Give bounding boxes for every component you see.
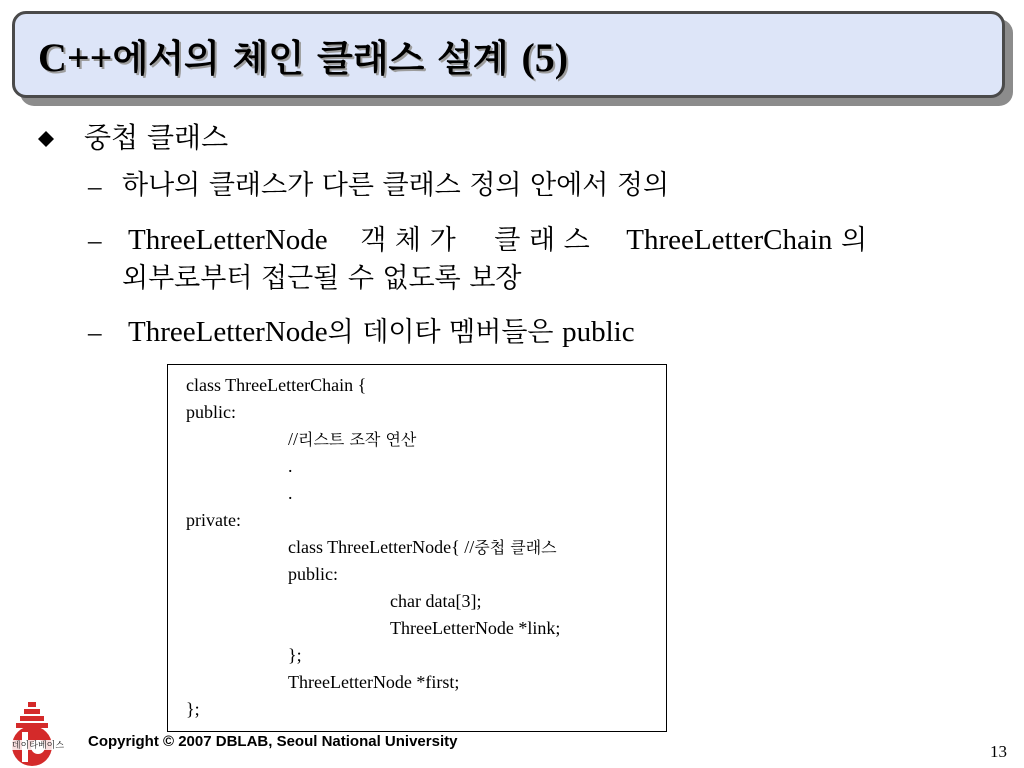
copyright-text: Copyright © 2007 DBLAB, Seoul National University — [88, 733, 458, 750]
code-line-7 — [288, 534, 557, 561]
code-line-4: . — [288, 456, 293, 476]
slide-title — [38, 33, 568, 83]
diamond-bullet-icon — [38, 131, 54, 147]
code-line-11: }; — [288, 645, 302, 665]
dash-bullet-2: – — [88, 225, 102, 255]
dash-bullet-1: – — [88, 171, 102, 201]
sub-bullet-2-line-2: 외부로부터 접근될 수 없도록 보장 — [122, 263, 522, 294]
code-nested-class-comment: 중첩 클래스 — [474, 538, 557, 557]
code-line-12: ThreeLetterNode *first; — [288, 672, 460, 692]
title-latin: C++ — [38, 35, 113, 80]
code-line-1: class ThreeLetterChain { — [186, 375, 367, 395]
title-suffix: (5) — [521, 35, 569, 80]
bullet-nested-class: 중첩 클래스 — [84, 121, 229, 154]
sub2-particle: 의 — [841, 225, 868, 256]
code-nested-class-decl: class ThreeLetterNode{ // — [288, 537, 475, 557]
code-listing-box — [167, 364, 667, 732]
sub2-class-node: ThreeLetterNode — [128, 224, 328, 256]
sub2-class-chain: ThreeLetterChain — [626, 224, 833, 256]
sub2-object: 객 체 가 — [360, 225, 456, 256]
code-line-13: }; — [186, 699, 200, 719]
code-line-2: public: — [186, 402, 236, 422]
code-line-5: . — [288, 483, 293, 503]
dblab-logo — [0, 700, 78, 768]
dash-bullet-3: – — [88, 317, 102, 347]
code-line-10: ThreeLetterNode *link; — [390, 618, 561, 638]
page-number: 13 — [990, 742, 1007, 761]
sub-bullet-3 — [128, 312, 635, 353]
sub3-public: public — [562, 316, 635, 348]
code-comment-slash: // — [288, 429, 299, 449]
code-line-6: private: — [186, 510, 241, 530]
sub3-class-node: ThreeLetterNode — [128, 316, 328, 348]
title-korean: 에서의 체인 클래스 설계 — [112, 37, 522, 80]
sub-bullet-1: 하나의 클래스가 다른 클래스 정의 안에서 정의 — [122, 170, 670, 201]
logo-text: 데이타베이스 — [11, 741, 65, 751]
sub3-text: 의 데이타 멤버들은 — [327, 317, 563, 348]
code-line-8: public: — [288, 564, 338, 584]
code-line-3 — [288, 426, 416, 453]
code-line-9: char data[3]; — [390, 591, 482, 611]
sub2-class: 클 래 스 — [494, 225, 590, 256]
sub-bullet-2-line-1 — [128, 220, 867, 261]
code-comment-text: 리스트 조작 연산 — [298, 430, 417, 449]
